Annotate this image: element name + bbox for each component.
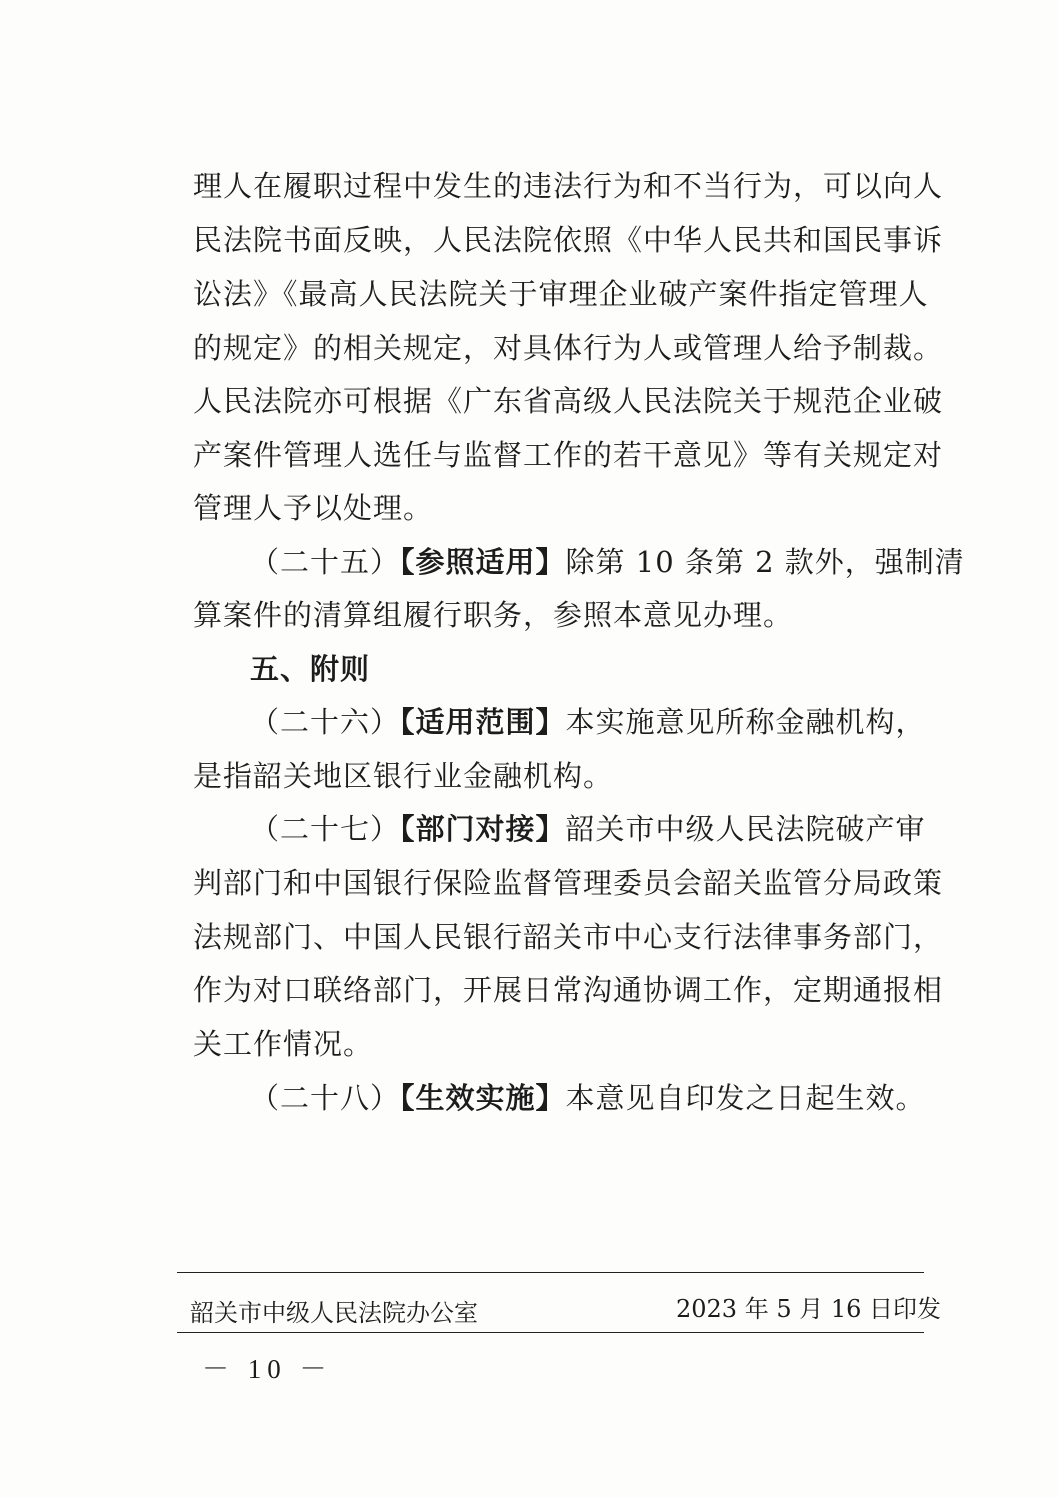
article-tag: 【参照适用】 bbox=[400, 545, 566, 579]
article-tag: 【适用范围】 bbox=[400, 705, 566, 739]
footer-date: 2023 年 5 月 16 日印发 bbox=[676, 1295, 942, 1323]
article-26-line-2: 是指韶关地区银行业金融机构。 bbox=[193, 759, 614, 793]
article-tag: 【生效实施】 bbox=[400, 1081, 566, 1115]
article-27-line: 判部门和中国银行保险监督管理委员会韶关监管分局政策 bbox=[193, 866, 944, 900]
article-number: （二十六） bbox=[250, 705, 401, 739]
article-text: 本意见自印发之日起生效。 bbox=[565, 1081, 926, 1115]
paragraph-line: 人民法院亦可根据《广东省高级人民法院关于规范企业破 bbox=[193, 384, 944, 418]
paragraph-line: 理人在履职过程中发生的违法行为和不当行为，可以向人 bbox=[193, 169, 944, 203]
section-heading: 五、附则 bbox=[250, 652, 371, 686]
article-27-line-1 bbox=[250, 805, 926, 853]
page-number: － 10 － bbox=[202, 1354, 333, 1384]
paragraph-line: 民法院书面反映，人民法院依照《中华人民共和国民事诉 bbox=[193, 223, 944, 257]
paragraph-line: 讼法》《最高人民法院关于审理企业破产案件指定管理人 bbox=[193, 277, 929, 311]
article-27-line: 关工作情况。 bbox=[193, 1027, 374, 1061]
article-25-line-1 bbox=[250, 538, 965, 586]
article-25-line-2: 算案件的清算组履行职务，参照本意见办理。 bbox=[193, 598, 794, 632]
paragraph-line: 产案件管理人选任与监督工作的若干意见》等有关规定对 bbox=[193, 438, 944, 472]
footer-issuer: 韶关市中级人民法院办公室 bbox=[190, 1299, 478, 1327]
paragraph-line: 管理人予以处理。 bbox=[193, 491, 434, 525]
footer-bottom-rule bbox=[177, 1332, 924, 1333]
article-text: 韶关市中级人民法院破产审 bbox=[565, 812, 926, 846]
article-27-line: 法规部门、中国人民银行韶关市中心支行法律事务部门， bbox=[193, 920, 944, 954]
footer-top-rule bbox=[177, 1272, 924, 1273]
article-28-line-1 bbox=[250, 1074, 926, 1122]
article-27-line: 作为对口联络部门，开展日常沟通协调工作，定期通报相 bbox=[193, 973, 944, 1007]
article-tag: 【部门对接】 bbox=[400, 812, 566, 846]
paragraph-line: 的规定》的相关规定，对具体行为人或管理人给予制裁。 bbox=[193, 331, 944, 365]
article-number: （二十五） bbox=[250, 545, 401, 579]
article-number: （二十七） bbox=[250, 812, 401, 846]
article-26-line-1 bbox=[250, 698, 926, 746]
article-text: 本实施意见所称金融机构， bbox=[565, 705, 926, 739]
article-number: （二十八） bbox=[250, 1081, 401, 1115]
article-text: 除第 10 条第 2 款外，强制清 bbox=[565, 545, 965, 579]
